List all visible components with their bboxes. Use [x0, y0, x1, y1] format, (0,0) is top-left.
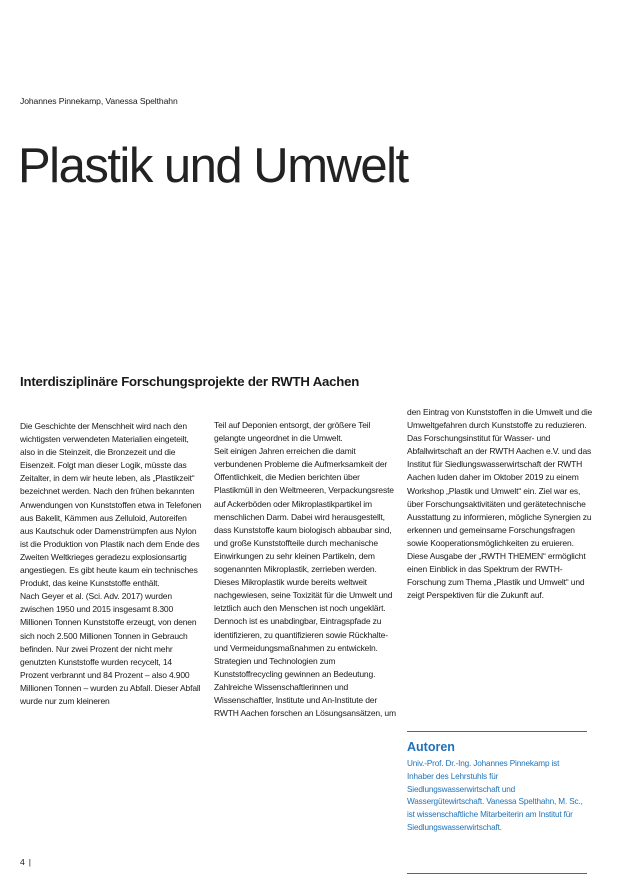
text-column-3: [407, 406, 593, 602]
page-separator: |: [28, 857, 32, 867]
page-title: Plastik und Umwelt: [18, 139, 408, 193]
paragraph: Die Geschichte der Menschheit wird nach den wichtigsten verwendeten Materialien eingeteilt, also in die Steinzeit, die Bronzezeit und die Eisenzeit. Folgt man dieser Logik, müsste das Zeitalter, in dem wir heute leben, als „Plastikzeit“ bezeichnet werden. Nach den frühen bekannten Anwendungen von Kunststoffen etwa in Telefonen aus Bakelit, Kämmen aus Zelluloid, Autoreifen aus Kautschuk oder Damenstrümpfen aus Nylon ist die Produktion von Plastik nach dem Ende des Zweiten Weltkrieges geradezu explosionsartig angestiegen. Es gibt heute kaum ein technisches Produkt, das keine Kunststoffe enthält.: [20, 421, 202, 589]
author-line: Johannes Pinnekamp, Vanessa Spelthahn: [20, 96, 178, 106]
text-column-2: [214, 419, 396, 720]
paragraph: den Eintrag von Kunststoffen in die Umwelt und die Umweltgefahren durch Kunststoffe zu reduzieren. Das Forschungsinstitut für Wasser- und Abfallwirtschaft an der RWTH Aachen e.V. und das Institut für Siedlungswasserwirtschaft der RWTH Aachen luden daher im Oktober 2019 zu einem Workshop „Plastik und Umwelt“ ein. Ziel war es, über Forschungsaktivitäten und gerätetechnische Ausstattung zu informieren, mögliche Synergien zu erkennen und gemeinsame Forschungsfragen sowie Kooperationsmöglichkeiten zu eruieren.: [407, 407, 593, 548]
paragraph: Diese Ausgabe der „RWTH THEMEN“ ermöglicht einen Einblick in das Spektrum der RWTH-Forschung zum Thema „Plastik und Umwelt“ und zeigt Perspektiven für die Zukunft auf.: [407, 551, 586, 601]
page-number: 4: [20, 857, 25, 867]
paragraph: Seit einigen Jahren erreichen die damit verbundenen Probleme die Aufmerksamkeit der Öffentlichkeit, die Medien berichten über Plastikmüll in den Weltmeeren, Verpackungsreste auf Ackerböden oder Mikroplastikpartikel im menschlichen Darm. Dabei wird herausgestellt, dass Kunststoffe kaum biologisch abbaubar sind, und große Kunststoffteile durch mechanische Einwirkungen zu sehr kleinen Partikeln, dem sogenannten Mikroplastik, zerrieben werden. Dieses Mikroplastik wurde bereits weltweit nachgewiesen, seine Toxizität für die Umwelt und letztlich auch den Menschen ist noch ungeklärt. Dennoch ist es unabdingbar, Eintragspfade zu identifizieren, zu quantifizieren sowie Rückhalte- und Vermeidungsmaßnahmen zu entwickeln. Strategien und Technologien zum Kunststoffrecycling gewinnen an Bedeutung.: [214, 446, 394, 679]
text-column-1: [20, 420, 202, 708]
authors-box-bottom-rule: [407, 873, 587, 874]
paragraph: Teil auf Deponien entsorgt, der größere Teil gelangte ungeordnet in die Umwelt.: [214, 420, 371, 444]
paragraph: Zahlreiche Wissenschaftlerinnen und Wissenschaftler, Institute und An-Institute der RWTH Aachen forschen an Lösungsansätzen, um: [214, 681, 396, 719]
authors-box-text: Univ.-Prof. Dr.-Ing. Johannes Pinnekamp ist Inhaber des Lehrstuhls für Siedlungswasserwirtschaft und Wassergütewirtschaft. Vanessa Spelthahn, M. Sc., ist wissenschaftliche Mitarbeiterin am Institut für Siedlungswasserwirtschaft.: [407, 759, 583, 832]
authors-box-heading: Autoren: [407, 740, 455, 754]
authors-box: [407, 731, 587, 835]
paragraph: Nach Geyer et al. (Sci. Adv. 2017) wurden zwischen 1950 und 2015 insgesamt 8.300 Millionen Tonnen Kunststoffe erzeugt, von denen sich noch 2.500 Millionen Tonnen in Gebrauch befinden. Nur zwei Prozent der nicht mehr genutzten Kunststoffe wurden recycelt, 14 Prozent verbrannt und 84 Prozent – also 4.900 Millionen Tonnen – wurden zu Abfall. Dieser Abfall wurde nur zum kleineren: [20, 591, 201, 706]
page-footer: [20, 857, 31, 867]
subtitle: Interdisziplinäre Forschungsprojekte der RWTH Aachen: [20, 374, 360, 389]
